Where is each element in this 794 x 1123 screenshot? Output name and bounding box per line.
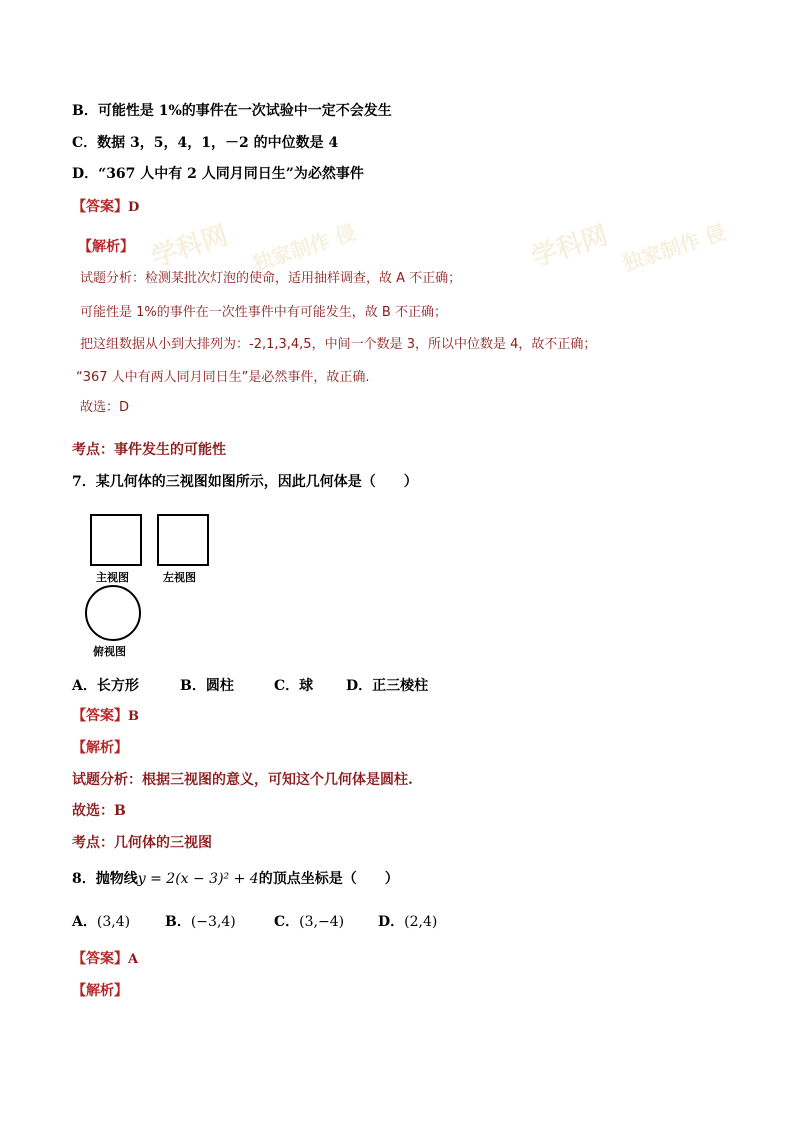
answer-value: A <box>128 952 139 967</box>
analysis-bracket: 【解析】 <box>72 983 128 999</box>
option-label: A． <box>72 914 97 930</box>
watermark-logo: 学科网 <box>148 220 232 274</box>
q6-analysis-line-1: 试题分析：检测某批次灯泡的使命，适用抽样调查，故 A 不正确； <box>80 271 462 286</box>
q8-analysis-heading <box>72 982 128 1000</box>
option-value: (3,4) <box>96 914 131 930</box>
watermark-logo: 学科网 <box>528 220 612 274</box>
option-label: C． <box>274 914 300 930</box>
q8-formula: y = 2(x − 3)² + 4 <box>137 871 259 887</box>
analysis-bracket: 【解析】 <box>72 740 128 756</box>
q6-analysis-line-3: 把这组数据从小到大排列为：-2,1,3,4,5，中间一个数是 3，所以中位数是 4，故不正确； <box>80 337 597 352</box>
q6-option-d: D．“367 人中有 2 人同月同日生”为必然事件 <box>72 166 364 182</box>
q7-analysis: 试题分析：根据三视图的意义，可知这个几何体是圆柱. <box>72 772 413 788</box>
option-value: (−3,4) <box>190 914 236 930</box>
option-label: B． <box>165 914 191 930</box>
answer-bracket: 【答案】 <box>72 199 128 215</box>
top-view-circle <box>85 585 141 641</box>
q7-option-b: B．圆柱 <box>180 678 234 694</box>
q6-option-c: C．数据 3，5，4，1，－2 的中位数是 4 <box>72 135 339 151</box>
q6-analysis-line-4: “367 人中有两人同月同日生”是必然事件，故正确. <box>76 370 370 385</box>
q6-analysis-line-2: 可能性是 1%的事件在一次性事件中有可能发生，故 B 不正确； <box>80 305 447 320</box>
answer-value: B <box>128 709 139 724</box>
q6-analysis-line-5: 故选：D <box>80 400 130 415</box>
q7-choice: 故选：B <box>72 803 126 819</box>
answer-bracket: 【答案】 <box>72 951 128 967</box>
top-view-label: 俯视图 <box>93 645 126 658</box>
option-label: D． <box>378 914 405 930</box>
q8-option-a <box>72 911 130 931</box>
q8-answer <box>72 950 138 969</box>
q8-option-d <box>378 911 437 931</box>
q8-option-b <box>165 911 236 931</box>
option-value: (2,4) <box>404 914 438 930</box>
left-view-square <box>157 514 209 566</box>
q7-question: 7．某几何体的三视图如图所示，因此几何体是（ ） <box>72 474 418 490</box>
front-view-square <box>90 514 142 566</box>
option-value: (3,−4) <box>299 914 345 930</box>
q7-kaodian: 考点：几何体的三视图 <box>72 835 212 851</box>
watermark-text: 独家制作 侵 <box>619 219 729 276</box>
q8-option-c <box>274 911 344 931</box>
answer-value: D <box>128 200 140 215</box>
q7-option-a: A．长方形 <box>72 678 139 694</box>
front-view-label: 主视图 <box>96 571 129 584</box>
q8-question <box>72 870 399 888</box>
watermark-text: 独家制作 侵 <box>249 219 359 276</box>
q7-analysis-heading <box>72 739 128 757</box>
q6-kaodian: 考点：事件发生的可能性 <box>72 442 226 458</box>
q8-suffix: 的顶点坐标是（ ） <box>258 871 399 887</box>
q8-prefix: 8．抛物线 <box>72 871 138 887</box>
answer-bracket: 【答案】 <box>72 708 128 724</box>
q7-answer <box>72 707 139 726</box>
q6-analysis-heading <box>78 238 134 256</box>
q7-option-c: C．球 <box>274 678 314 694</box>
q6-option-b: B．可能性是 1%的事件在一次试验中一定不会发生 <box>72 103 392 119</box>
q7-option-d: D．正三棱柱 <box>346 678 429 694</box>
q6-answer <box>72 198 139 217</box>
analysis-bracket: 【解析】 <box>78 239 134 255</box>
left-view-label: 左视图 <box>163 571 196 584</box>
